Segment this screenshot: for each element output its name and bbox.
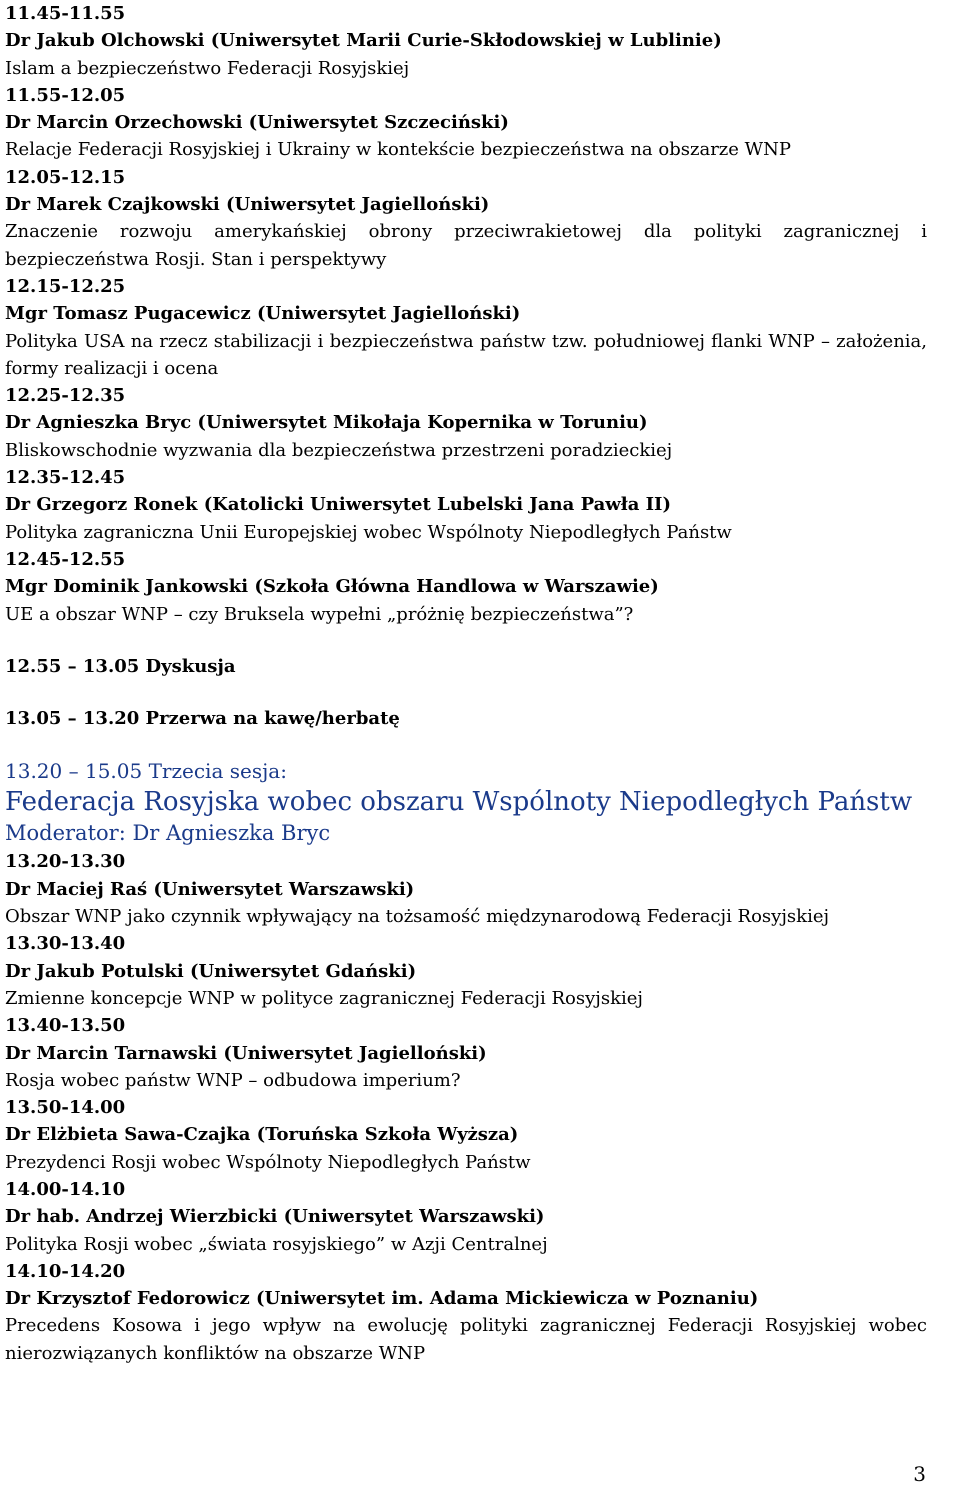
session-title: Federacja Rosyjska wobec obszaru Wspólnoty Niepodległych Państw (5, 787, 913, 818)
talk-speaker: Dr Maciej Raś (Uniwersytet Warszawski) (5, 878, 415, 900)
talk-title: Zmienne koncepcje WNP w polityce zagranicznej Federacji Rosyjskiej (5, 987, 643, 1009)
talk-title: Precedens Kosowa i jego wpływ na ewolucję polityki zagranicznej Federacji Rosyjskiej wobec nierozwiązanych konfliktów na obszarze WNP (5, 1315, 927, 1364)
session3-talk-2 (5, 930, 927, 1012)
session2-talk-4 (5, 273, 927, 382)
talk-time: 14.10-14.20 (5, 1260, 126, 1282)
moderator-label: Moderator: (5, 821, 126, 846)
talk-title: Bliskowschodnie wyzwania dla bezpieczeństwa przestrzeni poradzieckiej (5, 439, 673, 461)
session3-talk-3 (5, 1012, 927, 1094)
session3-talk-4 (5, 1094, 927, 1176)
talk-speaker: Dr Agnieszka Bryc (Uniwersytet Mikołaja Kopernika w Toruniu) (5, 412, 648, 434)
talk-title: Polityka zagraniczna Unii Europejskiej wobec Wspólnoty Niepodległych Państw (5, 521, 732, 543)
talk-speaker: Dr Jakub Olchowski (Uniwersytet Marii Curie-Skłodowskiej w Lublinie) (5, 30, 722, 52)
talk-speaker: Dr Jakub Potulski (Uniwersytet Gdański) (5, 960, 417, 982)
talk-speaker: Dr Krzysztof Fedorowicz (Uniwersytet im. Adama Mickiewicza w Poznaniu) (5, 1288, 759, 1310)
talk-time: 12.15-12.25 (5, 275, 126, 297)
talk-time: 13.40-13.50 (5, 1015, 126, 1037)
talk-speaker: Dr Marcin Orzechowski (Uniwersytet Szczeciński) (5, 112, 509, 134)
session3-talk-1 (5, 848, 927, 930)
session2-talk-1 (5, 0, 927, 82)
talk-speaker: Mgr Dominik Jankowski (Szkoła Główna Handlowa w Warszawie) (5, 576, 659, 598)
break-slot: 13.05 – 13.20 Przerwa na kawę/herbatę (5, 708, 400, 730)
document-page (5, 0, 927, 1367)
page-number: 3 (913, 1462, 926, 1486)
talk-speaker: Dr Elżbieta Sawa-Czajka (Toruńska Szkoła Wyższa) (5, 1124, 519, 1146)
session3-talk-5 (5, 1176, 927, 1258)
talk-speaker: Dr Marcin Tarnawski (Uniwersytet Jagielloński) (5, 1042, 487, 1064)
talk-time: 12.35-12.45 (5, 467, 126, 489)
moderator (5, 819, 927, 848)
session2-talk-6 (5, 464, 927, 546)
session2-talk-7 (5, 546, 927, 628)
talk-title: Polityka Rosji wobec „świata rosyjskiego” w Azji Centralnej (5, 1233, 548, 1255)
talk-time: 13.50-14.00 (5, 1097, 126, 1119)
talk-speaker: Mgr Tomasz Pugacewicz (Uniwersytet Jagielloński) (5, 303, 521, 325)
talk-title: Islam a bezpieczeństwo Federacji Rosyjskiej (5, 57, 410, 79)
talk-time: 13.20-13.30 (5, 851, 126, 873)
discussion-slot: 12.55 – 13.05 Dyskusja (5, 655, 236, 677)
talk-time: 12.25-12.35 (5, 385, 126, 407)
talk-time: 14.00-14.10 (5, 1178, 126, 1200)
session2-talk-5 (5, 382, 927, 464)
talk-title: Rosja wobec państw WNP – odbudowa imperium? (5, 1069, 461, 1091)
talk-title: Znaczenie rozwoju amerykańskiej obrony przeciwrakietowej dla polityki zagranicznej i bezpieczeństwa Rosji. Stan i perspektywy (5, 221, 927, 270)
talk-title: Relacje Federacji Rosyjskiej i Ukrainy w kontekście bezpieczeństwa na obszarze WNP (5, 139, 792, 161)
talk-title: Polityka USA na rzecz stabilizacji i bezpieczeństwa państw tzw. południowej flanki WNP – założenia, formy realizacji i ocena (5, 330, 927, 379)
talk-title: Obszar WNP jako czynnik wpływający na tożsamość międzynarodową Federacji Rosyjskiej (5, 906, 830, 928)
talk-time: 13.30-13.40 (5, 933, 126, 955)
talk-title: Prezydenci Rosji wobec Wspólnoty Niepodległych Państw (5, 1151, 531, 1173)
talk-speaker: Dr Grzegorz Ronek (Katolicki Uniwersytet Lubelski Jana Pawła II) (5, 494, 671, 516)
talk-time: 11.55-12.05 (5, 84, 126, 106)
talk-time: 12.45-12.55 (5, 548, 126, 570)
talk-speaker: Dr Marek Czajkowski (Uniwersytet Jagielloński) (5, 194, 490, 216)
session3-talk-6 (5, 1258, 927, 1367)
session-time: 13.20 – 15.05 Trzecia sesja: (5, 759, 287, 784)
talk-title: UE a obszar WNP – czy Bruksela wypełni „próżnię bezpieczeństwa”? (5, 603, 634, 625)
talk-time: 12.05-12.15 (5, 166, 126, 188)
moderator-name: Dr Agnieszka Bryc (132, 821, 331, 846)
session2-talk-2 (5, 82, 927, 164)
talk-speaker: Dr hab. Andrzej Wierzbicki (Uniwersytet Warszawski) (5, 1206, 545, 1228)
session2-talk-3 (5, 164, 927, 273)
talk-time: 11.45-11.55 (5, 3, 126, 24)
session3-header (5, 757, 927, 848)
